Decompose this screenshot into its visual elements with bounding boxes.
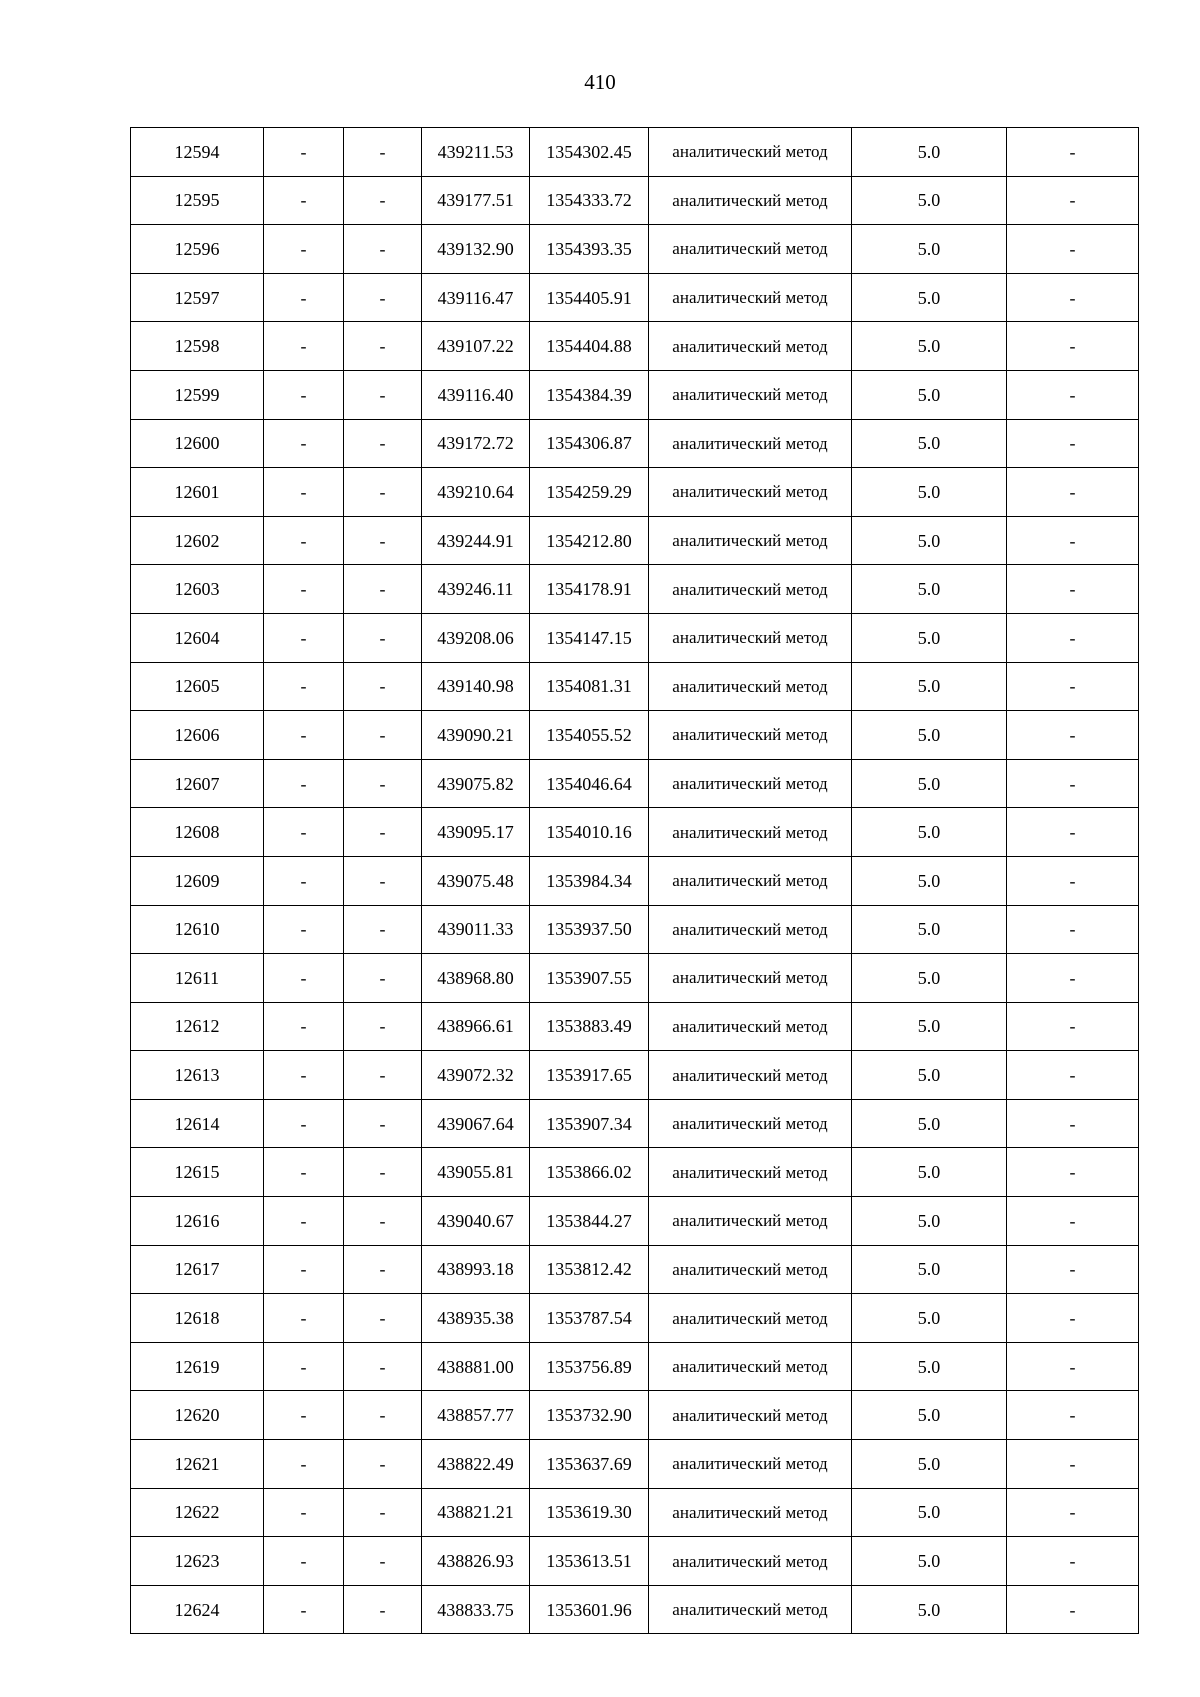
empty-value-cell: - xyxy=(344,1391,422,1440)
x-coordinate-cell: 438966.61 xyxy=(422,1002,530,1051)
empty-value-cell: - xyxy=(344,905,422,954)
method-cell: аналитический метод xyxy=(649,1585,852,1634)
accuracy-cell: 5.0 xyxy=(852,954,1007,1003)
empty-value-cell: - xyxy=(1007,1197,1139,1246)
table-row xyxy=(131,1148,1139,1197)
table-row xyxy=(131,1537,1139,1586)
x-coordinate-cell: 439116.47 xyxy=(422,273,530,322)
empty-value-cell: - xyxy=(264,1294,344,1343)
empty-value-cell: - xyxy=(1007,273,1139,322)
y-coordinate-cell: 1353917.65 xyxy=(530,1051,649,1100)
point-number-cell: 12613 xyxy=(131,1051,264,1100)
accuracy-cell: 5.0 xyxy=(852,468,1007,517)
accuracy-cell: 5.0 xyxy=(852,1245,1007,1294)
x-coordinate-cell: 439075.48 xyxy=(422,856,530,905)
x-coordinate-cell: 439090.21 xyxy=(422,711,530,760)
y-coordinate-cell: 1353812.42 xyxy=(530,1245,649,1294)
table-row xyxy=(131,1051,1139,1100)
empty-value-cell: - xyxy=(264,759,344,808)
accuracy-cell: 5.0 xyxy=(852,711,1007,760)
empty-value-cell: - xyxy=(264,1197,344,1246)
point-number-cell: 12597 xyxy=(131,273,264,322)
table-row xyxy=(131,128,1139,177)
empty-value-cell: - xyxy=(1007,128,1139,177)
table-row xyxy=(131,370,1139,419)
empty-value-cell: - xyxy=(344,711,422,760)
y-coordinate-cell: 1354302.45 xyxy=(530,128,649,177)
y-coordinate-cell: 1353619.30 xyxy=(530,1488,649,1537)
empty-value-cell: - xyxy=(344,856,422,905)
point-number-cell: 12605 xyxy=(131,662,264,711)
table-row xyxy=(131,1099,1139,1148)
accuracy-cell: 5.0 xyxy=(852,613,1007,662)
x-coordinate-cell: 439211.53 xyxy=(422,128,530,177)
point-number-cell: 12598 xyxy=(131,322,264,371)
x-coordinate-cell: 438821.21 xyxy=(422,1488,530,1537)
table-row xyxy=(131,759,1139,808)
table-row xyxy=(131,1197,1139,1246)
empty-value-cell: - xyxy=(264,1488,344,1537)
y-coordinate-cell: 1354147.15 xyxy=(530,613,649,662)
point-number-cell: 12602 xyxy=(131,516,264,565)
table-row xyxy=(131,1002,1139,1051)
table-row xyxy=(131,273,1139,322)
table-row xyxy=(131,419,1139,468)
method-cell: аналитический метод xyxy=(649,516,852,565)
empty-value-cell: - xyxy=(1007,711,1139,760)
method-cell: аналитический метод xyxy=(649,1245,852,1294)
y-coordinate-cell: 1354393.35 xyxy=(530,225,649,274)
x-coordinate-cell: 438857.77 xyxy=(422,1391,530,1440)
table-row xyxy=(131,1391,1139,1440)
empty-value-cell: - xyxy=(344,1148,422,1197)
empty-value-cell: - xyxy=(1007,1585,1139,1634)
empty-value-cell: - xyxy=(344,1245,422,1294)
y-coordinate-cell: 1353613.51 xyxy=(530,1537,649,1586)
point-number-cell: 12624 xyxy=(131,1585,264,1634)
point-number-cell: 12606 xyxy=(131,711,264,760)
empty-value-cell: - xyxy=(264,808,344,857)
x-coordinate-cell: 439040.67 xyxy=(422,1197,530,1246)
empty-value-cell: - xyxy=(264,1342,344,1391)
y-coordinate-cell: 1354055.52 xyxy=(530,711,649,760)
table-body xyxy=(131,128,1139,1634)
empty-value-cell: - xyxy=(1007,613,1139,662)
empty-value-cell: - xyxy=(1007,1440,1139,1489)
x-coordinate-cell: 439055.81 xyxy=(422,1148,530,1197)
accuracy-cell: 5.0 xyxy=(852,128,1007,177)
method-cell: аналитический метод xyxy=(649,1391,852,1440)
table-row xyxy=(131,1245,1139,1294)
x-coordinate-cell: 439140.98 xyxy=(422,662,530,711)
empty-value-cell: - xyxy=(264,128,344,177)
method-cell: аналитический метод xyxy=(649,1440,852,1489)
empty-value-cell: - xyxy=(264,1002,344,1051)
empty-value-cell: - xyxy=(264,1585,344,1634)
empty-value-cell: - xyxy=(264,468,344,517)
x-coordinate-cell: 439132.90 xyxy=(422,225,530,274)
table-row xyxy=(131,176,1139,225)
x-coordinate-cell: 438968.80 xyxy=(422,954,530,1003)
y-coordinate-cell: 1353907.55 xyxy=(530,954,649,1003)
page-number: 410 xyxy=(584,70,616,94)
table-row xyxy=(131,225,1139,274)
empty-value-cell: - xyxy=(344,808,422,857)
method-cell: аналитический метод xyxy=(649,468,852,517)
y-coordinate-cell: 1354259.29 xyxy=(530,468,649,517)
y-coordinate-cell: 1353937.50 xyxy=(530,905,649,954)
accuracy-cell: 5.0 xyxy=(852,1537,1007,1586)
x-coordinate-cell: 439107.22 xyxy=(422,322,530,371)
y-coordinate-cell: 1353844.27 xyxy=(530,1197,649,1246)
empty-value-cell: - xyxy=(264,516,344,565)
empty-value-cell: - xyxy=(264,905,344,954)
table-row xyxy=(131,711,1139,760)
table-row xyxy=(131,662,1139,711)
empty-value-cell: - xyxy=(344,1488,422,1537)
empty-value-cell: - xyxy=(344,954,422,1003)
method-cell: аналитический метод xyxy=(649,662,852,711)
y-coordinate-cell: 1353907.34 xyxy=(530,1099,649,1148)
point-number-cell: 12618 xyxy=(131,1294,264,1343)
method-cell: аналитический метод xyxy=(649,322,852,371)
empty-value-cell: - xyxy=(264,419,344,468)
empty-value-cell: - xyxy=(264,273,344,322)
accuracy-cell: 5.0 xyxy=(852,1197,1007,1246)
empty-value-cell: - xyxy=(344,565,422,614)
empty-value-cell: - xyxy=(1007,1148,1139,1197)
accuracy-cell: 5.0 xyxy=(852,856,1007,905)
point-number-cell: 12603 xyxy=(131,565,264,614)
y-coordinate-cell: 1353866.02 xyxy=(530,1148,649,1197)
method-cell: аналитический метод xyxy=(649,1148,852,1197)
empty-value-cell: - xyxy=(344,759,422,808)
method-cell: аналитический метод xyxy=(649,273,852,322)
accuracy-cell: 5.0 xyxy=(852,1391,1007,1440)
empty-value-cell: - xyxy=(344,1440,422,1489)
empty-value-cell: - xyxy=(1007,565,1139,614)
empty-value-cell: - xyxy=(264,1099,344,1148)
empty-value-cell: - xyxy=(1007,808,1139,857)
accuracy-cell: 5.0 xyxy=(852,1585,1007,1634)
y-coordinate-cell: 1353732.90 xyxy=(530,1391,649,1440)
accuracy-cell: 5.0 xyxy=(852,273,1007,322)
x-coordinate-cell: 438833.75 xyxy=(422,1585,530,1634)
y-coordinate-cell: 1354010.16 xyxy=(530,808,649,857)
accuracy-cell: 5.0 xyxy=(852,759,1007,808)
y-coordinate-cell: 1353637.69 xyxy=(530,1440,649,1489)
empty-value-cell: - xyxy=(344,1585,422,1634)
table-row xyxy=(131,1488,1139,1537)
table-row xyxy=(131,322,1139,371)
empty-value-cell: - xyxy=(264,1245,344,1294)
y-coordinate-cell: 1353883.49 xyxy=(530,1002,649,1051)
point-number-cell: 12611 xyxy=(131,954,264,1003)
x-coordinate-cell: 438826.93 xyxy=(422,1537,530,1586)
empty-value-cell: - xyxy=(344,613,422,662)
empty-value-cell: - xyxy=(264,954,344,1003)
empty-value-cell: - xyxy=(344,1002,422,1051)
empty-value-cell: - xyxy=(1007,662,1139,711)
y-coordinate-cell: 1354178.91 xyxy=(530,565,649,614)
point-number-cell: 12620 xyxy=(131,1391,264,1440)
y-coordinate-cell: 1354306.87 xyxy=(530,419,649,468)
x-coordinate-cell: 438822.49 xyxy=(422,1440,530,1489)
point-number-cell: 12594 xyxy=(131,128,264,177)
empty-value-cell: - xyxy=(344,225,422,274)
empty-value-cell: - xyxy=(344,662,422,711)
method-cell: аналитический метод xyxy=(649,1537,852,1586)
method-cell: аналитический метод xyxy=(649,954,852,1003)
accuracy-cell: 5.0 xyxy=(852,419,1007,468)
point-number-cell: 12595 xyxy=(131,176,264,225)
point-number-cell: 12617 xyxy=(131,1245,264,1294)
x-coordinate-cell: 438881.00 xyxy=(422,1342,530,1391)
table-row xyxy=(131,565,1139,614)
table-row xyxy=(131,954,1139,1003)
point-number-cell: 12622 xyxy=(131,1488,264,1537)
y-coordinate-cell: 1354081.31 xyxy=(530,662,649,711)
point-number-cell: 12616 xyxy=(131,1197,264,1246)
table-row xyxy=(131,1585,1139,1634)
empty-value-cell: - xyxy=(344,1099,422,1148)
method-cell: аналитический метод xyxy=(649,1099,852,1148)
x-coordinate-cell: 439116.40 xyxy=(422,370,530,419)
method-cell: аналитический метод xyxy=(649,1002,852,1051)
method-cell: аналитический метод xyxy=(649,856,852,905)
method-cell: аналитический метод xyxy=(649,225,852,274)
point-number-cell: 12601 xyxy=(131,468,264,517)
table-row xyxy=(131,1440,1139,1489)
empty-value-cell: - xyxy=(264,322,344,371)
point-number-cell: 12610 xyxy=(131,905,264,954)
empty-value-cell: - xyxy=(264,613,344,662)
point-number-cell: 12621 xyxy=(131,1440,264,1489)
empty-value-cell: - xyxy=(1007,856,1139,905)
empty-value-cell: - xyxy=(1007,905,1139,954)
table-row xyxy=(131,808,1139,857)
empty-value-cell: - xyxy=(344,176,422,225)
accuracy-cell: 5.0 xyxy=(852,1148,1007,1197)
method-cell: аналитический метод xyxy=(649,128,852,177)
point-number-cell: 12596 xyxy=(131,225,264,274)
accuracy-cell: 5.0 xyxy=(852,1099,1007,1148)
y-coordinate-cell: 1354212.80 xyxy=(530,516,649,565)
y-coordinate-cell: 1354404.88 xyxy=(530,322,649,371)
accuracy-cell: 5.0 xyxy=(852,808,1007,857)
empty-value-cell: - xyxy=(264,1537,344,1586)
empty-value-cell: - xyxy=(1007,516,1139,565)
x-coordinate-cell: 439244.91 xyxy=(422,516,530,565)
x-coordinate-cell: 439177.51 xyxy=(422,176,530,225)
method-cell: аналитический метод xyxy=(649,613,852,662)
coordinates-table xyxy=(130,127,1139,1634)
accuracy-cell: 5.0 xyxy=(852,1342,1007,1391)
x-coordinate-cell: 439011.33 xyxy=(422,905,530,954)
empty-value-cell: - xyxy=(264,662,344,711)
method-cell: аналитический метод xyxy=(649,905,852,954)
accuracy-cell: 5.0 xyxy=(852,370,1007,419)
x-coordinate-cell: 439067.64 xyxy=(422,1099,530,1148)
empty-value-cell: - xyxy=(264,856,344,905)
empty-value-cell: - xyxy=(344,1294,422,1343)
point-number-cell: 12604 xyxy=(131,613,264,662)
table-row xyxy=(131,468,1139,517)
empty-value-cell: - xyxy=(344,370,422,419)
method-cell: аналитический метод xyxy=(649,1294,852,1343)
y-coordinate-cell: 1353601.96 xyxy=(530,1585,649,1634)
method-cell: аналитический метод xyxy=(649,419,852,468)
y-coordinate-cell: 1354333.72 xyxy=(530,176,649,225)
accuracy-cell: 5.0 xyxy=(852,322,1007,371)
x-coordinate-cell: 438935.38 xyxy=(422,1294,530,1343)
point-number-cell: 12608 xyxy=(131,808,264,857)
empty-value-cell: - xyxy=(1007,1537,1139,1586)
method-cell: аналитический метод xyxy=(649,176,852,225)
method-cell: аналитический метод xyxy=(649,759,852,808)
method-cell: аналитический метод xyxy=(649,808,852,857)
point-number-cell: 12607 xyxy=(131,759,264,808)
empty-value-cell: - xyxy=(1007,1342,1139,1391)
x-coordinate-cell: 439095.17 xyxy=(422,808,530,857)
accuracy-cell: 5.0 xyxy=(852,1051,1007,1100)
empty-value-cell: - xyxy=(344,1537,422,1586)
empty-value-cell: - xyxy=(264,1148,344,1197)
empty-value-cell: - xyxy=(344,273,422,322)
empty-value-cell: - xyxy=(264,225,344,274)
accuracy-cell: 5.0 xyxy=(852,1488,1007,1537)
empty-value-cell: - xyxy=(1007,1245,1139,1294)
empty-value-cell: - xyxy=(264,370,344,419)
point-number-cell: 12599 xyxy=(131,370,264,419)
empty-value-cell: - xyxy=(1007,419,1139,468)
empty-value-cell: - xyxy=(344,419,422,468)
empty-value-cell: - xyxy=(1007,759,1139,808)
empty-value-cell: - xyxy=(1007,1099,1139,1148)
x-coordinate-cell: 439208.06 xyxy=(422,613,530,662)
empty-value-cell: - xyxy=(264,1051,344,1100)
accuracy-cell: 5.0 xyxy=(852,662,1007,711)
table-row xyxy=(131,613,1139,662)
accuracy-cell: 5.0 xyxy=(852,1002,1007,1051)
point-number-cell: 12600 xyxy=(131,419,264,468)
accuracy-cell: 5.0 xyxy=(852,1294,1007,1343)
empty-value-cell: - xyxy=(1007,1294,1139,1343)
empty-value-cell: - xyxy=(1007,1051,1139,1100)
table-row xyxy=(131,1294,1139,1343)
empty-value-cell: - xyxy=(344,1051,422,1100)
accuracy-cell: 5.0 xyxy=(852,565,1007,614)
method-cell: аналитический метод xyxy=(649,370,852,419)
empty-value-cell: - xyxy=(1007,322,1139,371)
y-coordinate-cell: 1353756.89 xyxy=(530,1342,649,1391)
accuracy-cell: 5.0 xyxy=(852,905,1007,954)
method-cell: аналитический метод xyxy=(649,565,852,614)
table-row xyxy=(131,856,1139,905)
method-cell: аналитический метод xyxy=(649,1342,852,1391)
point-number-cell: 12614 xyxy=(131,1099,264,1148)
empty-value-cell: - xyxy=(264,176,344,225)
x-coordinate-cell: 439246.11 xyxy=(422,565,530,614)
accuracy-cell: 5.0 xyxy=(852,225,1007,274)
empty-value-cell: - xyxy=(344,516,422,565)
point-number-cell: 12615 xyxy=(131,1148,264,1197)
empty-value-cell: - xyxy=(264,1391,344,1440)
empty-value-cell: - xyxy=(264,711,344,760)
empty-value-cell: - xyxy=(344,1197,422,1246)
empty-value-cell: - xyxy=(1007,954,1139,1003)
point-number-cell: 12612 xyxy=(131,1002,264,1051)
y-coordinate-cell: 1353787.54 xyxy=(530,1294,649,1343)
x-coordinate-cell: 438993.18 xyxy=(422,1245,530,1294)
y-coordinate-cell: 1354384.39 xyxy=(530,370,649,419)
accuracy-cell: 5.0 xyxy=(852,176,1007,225)
empty-value-cell: - xyxy=(344,322,422,371)
method-cell: аналитический метод xyxy=(649,1197,852,1246)
x-coordinate-cell: 439210.64 xyxy=(422,468,530,517)
empty-value-cell: - xyxy=(1007,176,1139,225)
accuracy-cell: 5.0 xyxy=(852,516,1007,565)
point-number-cell: 12609 xyxy=(131,856,264,905)
point-number-cell: 12623 xyxy=(131,1537,264,1586)
empty-value-cell: - xyxy=(1007,468,1139,517)
x-coordinate-cell: 439072.32 xyxy=(422,1051,530,1100)
table-row xyxy=(131,516,1139,565)
method-cell: аналитический метод xyxy=(649,711,852,760)
empty-value-cell: - xyxy=(344,128,422,177)
empty-value-cell: - xyxy=(1007,1488,1139,1537)
y-coordinate-cell: 1353984.34 xyxy=(530,856,649,905)
accuracy-cell: 5.0 xyxy=(852,1440,1007,1489)
method-cell: аналитический метод xyxy=(649,1051,852,1100)
empty-value-cell: - xyxy=(344,1342,422,1391)
empty-value-cell: - xyxy=(1007,1002,1139,1051)
empty-value-cell: - xyxy=(344,468,422,517)
empty-value-cell: - xyxy=(264,1440,344,1489)
empty-value-cell: - xyxy=(264,565,344,614)
point-number-cell: 12619 xyxy=(131,1342,264,1391)
method-cell: аналитический метод xyxy=(649,1488,852,1537)
x-coordinate-cell: 439075.82 xyxy=(422,759,530,808)
empty-value-cell: - xyxy=(1007,370,1139,419)
y-coordinate-cell: 1354405.91 xyxy=(530,273,649,322)
x-coordinate-cell: 439172.72 xyxy=(422,419,530,468)
empty-value-cell: - xyxy=(1007,1391,1139,1440)
table-row xyxy=(131,1342,1139,1391)
y-coordinate-cell: 1354046.64 xyxy=(530,759,649,808)
empty-value-cell: - xyxy=(1007,225,1139,274)
table-row xyxy=(131,905,1139,954)
